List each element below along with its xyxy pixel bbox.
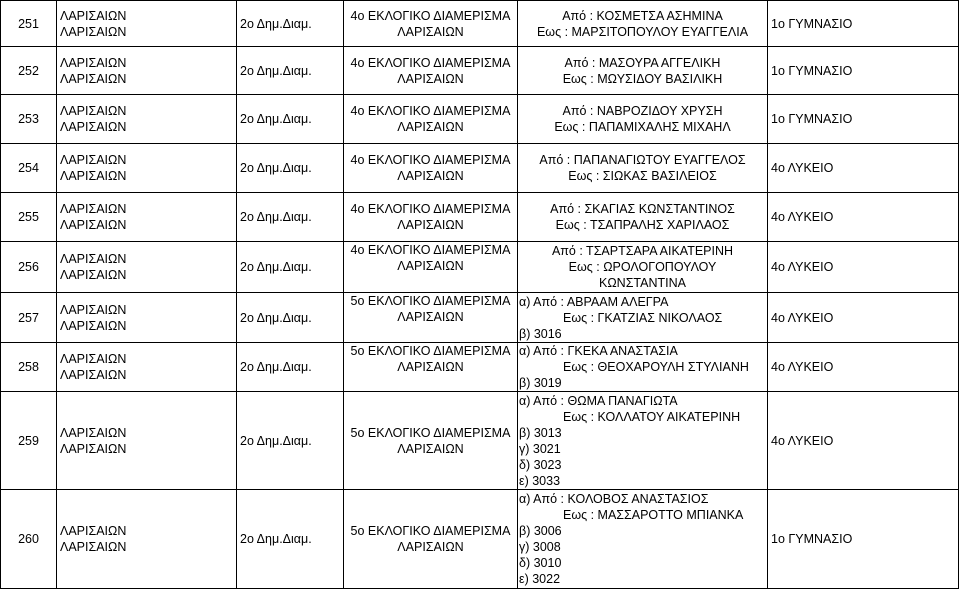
district-line: ΛΑΡΙΣΑΙΩΝ xyxy=(397,24,464,39)
municipality-line: ΛΑΡΙΣΑΙΩΝ xyxy=(60,169,127,183)
municipality-line: ΛΑΡΙΣΑΙΩΝ xyxy=(60,55,127,70)
range-line: α) Από : ΓΚΕΚΑ ΑΝΑΣΤΑΣΙΑ xyxy=(519,344,678,358)
name-range-cell xyxy=(518,392,768,490)
table-row xyxy=(1,242,959,293)
district-line: ΛΑΡΙΣΑΙΩΝ xyxy=(397,441,464,456)
district-line: ΛΑΡΙΣΑΙΩΝ xyxy=(397,310,464,324)
municipality-line: ΛΑΡΙΣΑΙΩΝ xyxy=(60,368,127,382)
municipality-cell xyxy=(57,343,237,392)
range-line: α) Από : ΑΒΡΑΑΜ ΑΛΕΓΡΑ xyxy=(519,294,669,309)
municipality-line: ΛΑΡΙΣΑΙΩΝ xyxy=(60,71,127,86)
table-row xyxy=(1,343,959,392)
municipality-line: ΛΑΡΙΣΑΙΩΝ xyxy=(60,24,127,39)
district-line: 5ο ΕΚΛΟΓΙΚΟ ΔΙΑΜΕΡΙΣΜΑ xyxy=(350,524,511,538)
table-row xyxy=(1,144,959,193)
municipality-line: ΛΑΡΙΣΑΙΩΝ xyxy=(60,318,127,333)
municipal-unit: 2ο Δημ.Διαμ. xyxy=(237,293,344,343)
range-line: δ) 3023 xyxy=(519,457,562,472)
range-line: Από : ΝΑΒΡΟΖΙΔΟΥ ΧΡΥΣΗ xyxy=(562,104,723,118)
range-line: Από : ΠΑΠΑΝΑΓΙΩΤΟΥ ΕΥΑΓΓΕΛΟΣ xyxy=(539,153,746,167)
municipal-unit: 2ο Δημ.Διαμ. xyxy=(237,242,344,293)
municipality-cell xyxy=(57,95,237,144)
range-line: Εως : ΜΑΡΣΙΤΟΠΟΥΛΟΥ ΕΥΑΓΓΕΛΙΑ xyxy=(536,24,749,39)
table-row xyxy=(1,193,959,242)
municipality-line: ΛΑΡΙΣΑΙΩΝ xyxy=(60,268,127,282)
station-number: 252 xyxy=(1,47,57,95)
municipality-line: ΛΑΡΙΣΑΙΩΝ xyxy=(60,218,127,232)
station-number: 258 xyxy=(1,343,57,392)
station-number: 260 xyxy=(1,490,57,589)
range-line: ε) 3033 xyxy=(519,473,561,488)
school-cell: 1ο ΓΥΜΝΑΣΙΟ xyxy=(768,1,959,47)
station-number: 256 xyxy=(1,242,57,293)
district-cell xyxy=(344,193,518,242)
name-range-cell xyxy=(518,293,768,343)
district-line: 5ο ΕΚΛΟΓΙΚΟ ΔΙΑΜΕΡΙΣΜΑ xyxy=(350,425,511,440)
district-line: ΛΑΡΙΣΑΙΩΝ xyxy=(397,169,464,183)
municipality-line: ΛΑΡΙΣΑΙΩΝ xyxy=(60,441,127,456)
municipality-line: ΛΑΡΙΣΑΙΩΝ xyxy=(60,202,127,216)
district-cell xyxy=(344,47,518,95)
school-cell: 4ο ΛΥΚΕΙΟ xyxy=(768,392,959,490)
name-range-cell xyxy=(518,242,768,293)
range-line: Εως : ΩΡΟΛΟΓΟΠΟΥΛΟΥ xyxy=(568,260,717,274)
district-cell xyxy=(344,293,518,343)
district-line: 4ο ΕΚΛΟΓΙΚΟ ΔΙΑΜΕΡΙΣΜΑ xyxy=(350,202,511,216)
name-range-cell xyxy=(518,47,768,95)
station-number: 253 xyxy=(1,95,57,144)
range-line: Εως : ΜΩΥΣΙΔΟΥ ΒΑΣΙΛΙΚΗ xyxy=(562,71,723,86)
range-line: Εως : ΣΙΩΚΑΣ ΒΑΣΙΛΕΙΟΣ xyxy=(568,169,717,183)
school-cell: 4ο ΛΥΚΕΙΟ xyxy=(768,144,959,193)
municipality-line: ΛΑΡΙΣΑΙΩΝ xyxy=(60,104,127,118)
name-range-cell xyxy=(518,343,768,392)
school-cell: 4ο ΛΥΚΕΙΟ xyxy=(768,242,959,293)
station-number: 259 xyxy=(1,392,57,490)
municipality-cell xyxy=(57,490,237,589)
range-line: δ) 3010 xyxy=(519,556,562,570)
municipal-unit: 2ο Δημ.Διαμ. xyxy=(237,490,344,589)
school-cell: 1ο ΓΥΜΝΑΣΙΟ xyxy=(768,47,959,95)
district-cell xyxy=(344,242,518,293)
school-cell: 1ο ΓΥΜΝΑΣΙΟ xyxy=(768,490,959,589)
school-cell: 1ο ΓΥΜΝΑΣΙΟ xyxy=(768,95,959,144)
range-line: γ) 3008 xyxy=(519,540,561,554)
range-line: Εως : ΤΣΑΠΡΑΛΗΣ ΧΑΡΙΛΑΟΣ xyxy=(555,218,730,232)
municipality-cell xyxy=(57,293,237,343)
municipality-line: ΛΑΡΙΣΑΙΩΝ xyxy=(60,8,127,23)
name-range-cell xyxy=(518,1,768,47)
range-line: Εως : ΘΕΟΧΑΡΟΥΛΗ ΣΤΥΛΙΑΝΗ xyxy=(563,360,749,374)
district-line: 5ο ΕΚΛΟΓΙΚΟ ΔΙΑΜΕΡΙΣΜΑ xyxy=(350,294,511,308)
district-cell xyxy=(344,1,518,47)
district-line: 4ο ΕΚΛΟΓΙΚΟ ΔΙΑΜΕΡΙΣΜΑ xyxy=(350,104,511,118)
table-row xyxy=(1,95,959,144)
range-line: β) 3016 xyxy=(519,326,562,341)
range-line: Από : ΚΟΣΜΕΤΣΑ ΑΣΗΜΙΝΑ xyxy=(562,8,723,23)
municipality-cell xyxy=(57,242,237,293)
municipality-cell xyxy=(57,392,237,490)
municipality-line: ΛΑΡΙΣΑΙΩΝ xyxy=(60,524,127,538)
range-line: Εως : ΓΚΑΤΖΙΑΣ ΝΙΚΟΛΑΟΣ xyxy=(563,310,723,325)
range-line: α) Από : ΚΟΛΟΒΟΣ ΑΝΑΣΤΑΣΙΟΣ xyxy=(519,492,709,506)
municipality-line: ΛΑΡΙΣΑΙΩΝ xyxy=(60,425,127,440)
municipality-cell xyxy=(57,1,237,47)
station-number: 251 xyxy=(1,1,57,47)
municipality-cell xyxy=(57,47,237,95)
table-row xyxy=(1,47,959,95)
range-line: β) 3013 xyxy=(519,425,562,440)
range-line: α) Από : ΘΩΜΑ ΠΑΝΑΓΙΩΤΑ xyxy=(519,393,678,408)
district-line: 4ο ΕΚΛΟΓΙΚΟ ΔΙΑΜΕΡΙΣΜΑ xyxy=(350,55,511,70)
table-row xyxy=(1,293,959,343)
municipal-unit: 2ο Δημ.Διαμ. xyxy=(237,193,344,242)
table-row xyxy=(1,490,959,589)
range-line: Εως : ΠΑΠΑΜΙΧΑΛΗΣ ΜΙΧΑΗΛ xyxy=(554,120,731,134)
district-line: ΛΑΡΙΣΑΙΩΝ xyxy=(397,218,464,232)
range-line: ΚΩΝΣΤΑΝΤΙΝΑ xyxy=(599,276,686,290)
district-cell xyxy=(344,95,518,144)
school-cell: 4ο ΛΥΚΕΙΟ xyxy=(768,193,959,242)
district-cell xyxy=(344,392,518,490)
municipal-unit: 2ο Δημ.Διαμ. xyxy=(237,47,344,95)
station-number: 257 xyxy=(1,293,57,343)
range-line: β) 3019 xyxy=(519,376,562,390)
district-cell xyxy=(344,490,518,589)
municipality-line: ΛΑΡΙΣΑΙΩΝ xyxy=(60,302,127,317)
range-line: ε) 3022 xyxy=(519,572,561,586)
municipal-unit: 2ο Δημ.Διαμ. xyxy=(237,1,344,47)
range-line: Από : ΤΣΑΡΤΣΑΡΑ ΑΙΚΑΤΕΡΙΝΗ xyxy=(551,244,734,258)
station-number: 255 xyxy=(1,193,57,242)
district-cell xyxy=(344,343,518,392)
name-range-cell xyxy=(518,144,768,193)
municipal-unit: 2ο Δημ.Διαμ. xyxy=(237,95,344,144)
table-row xyxy=(1,1,959,47)
district-line: ΛΑΡΙΣΑΙΩΝ xyxy=(397,360,464,374)
municipal-unit: 2ο Δημ.Διαμ. xyxy=(237,392,344,490)
name-range-cell xyxy=(518,490,768,589)
district-line: ΛΑΡΙΣΑΙΩΝ xyxy=(397,540,464,554)
school-cell: 4ο ΛΥΚΕΙΟ xyxy=(768,343,959,392)
municipality-cell xyxy=(57,144,237,193)
station-number: 254 xyxy=(1,144,57,193)
name-range-cell xyxy=(518,193,768,242)
municipal-unit: 2ο Δημ.Διαμ. xyxy=(237,343,344,392)
range-line: β) 3006 xyxy=(519,524,562,538)
range-line: Εως : ΜΑΣΣΑΡΟΤΤΟ ΜΠΙΑΝΚΑ xyxy=(563,508,744,522)
district-line: ΛΑΡΙΣΑΙΩΝ xyxy=(397,120,464,134)
range-line: Από : ΜΑΣΟΥΡΑ ΑΓΓΕΛΙΚΗ xyxy=(564,55,721,70)
municipality-line: ΛΑΡΙΣΑΙΩΝ xyxy=(60,252,127,266)
municipality-line: ΛΑΡΙΣΑΙΩΝ xyxy=(60,352,127,366)
municipal-unit: 2ο Δημ.Διαμ. xyxy=(237,144,344,193)
district-line: ΛΑΡΙΣΑΙΩΝ xyxy=(397,259,464,273)
school-cell: 4ο ΛΥΚΕΙΟ xyxy=(768,293,959,343)
municipality-line: ΛΑΡΙΣΑΙΩΝ xyxy=(60,540,127,554)
district-line: 4ο ΕΚΛΟΓΙΚΟ ΔΙΑΜΕΡΙΣΜΑ xyxy=(350,153,511,167)
district-line: 4ο ΕΚΛΟΓΙΚΟ ΔΙΑΜΕΡΙΣΜΑ xyxy=(350,243,511,257)
range-line: Εως : ΚΟΛΛΑΤΟΥ ΑΙΚΑΤΕΡΙΝΗ xyxy=(563,409,741,424)
municipality-cell xyxy=(57,193,237,242)
district-cell xyxy=(344,144,518,193)
table-row xyxy=(1,392,959,490)
range-line: Από : ΣΚΑΓΙΑΣ ΚΩΝΣΤΑΝΤΙΝΟΣ xyxy=(550,202,735,216)
municipality-line: ΛΑΡΙΣΑΙΩΝ xyxy=(60,120,127,134)
name-range-cell xyxy=(518,95,768,144)
district-line: 5ο ΕΚΛΟΓΙΚΟ ΔΙΑΜΕΡΙΣΜΑ xyxy=(350,344,511,358)
municipality-line: ΛΑΡΙΣΑΙΩΝ xyxy=(60,153,127,167)
district-line: ΛΑΡΙΣΑΙΩΝ xyxy=(397,71,464,86)
district-line: 4ο ΕΚΛΟΓΙΚΟ ΔΙΑΜΕΡΙΣΜΑ xyxy=(350,8,511,23)
range-line: γ) 3021 xyxy=(519,441,561,456)
